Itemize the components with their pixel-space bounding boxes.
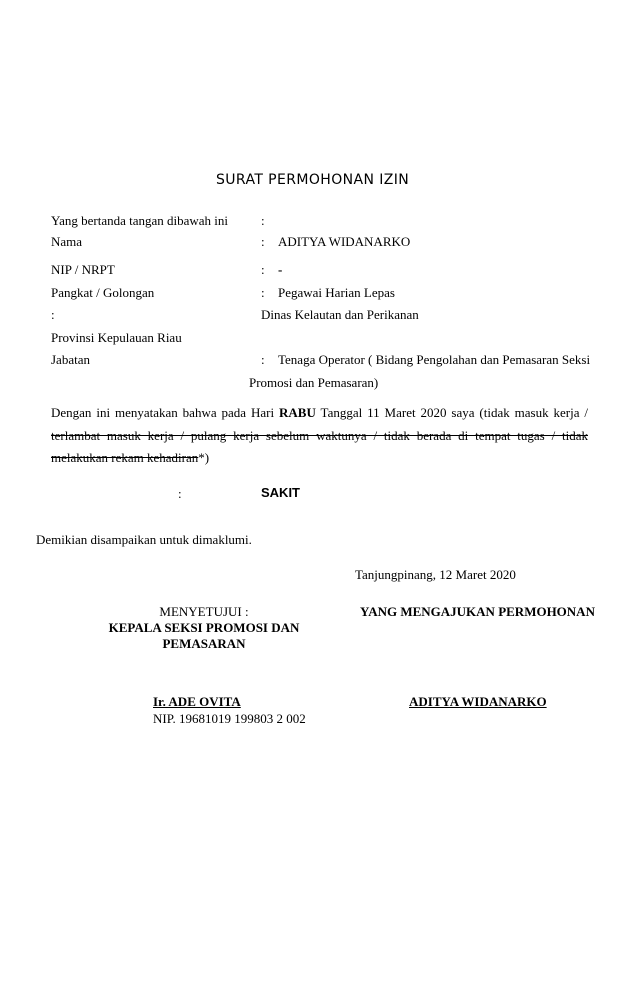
unit-colon: : bbox=[51, 307, 55, 322]
approver-nip: NIP. 19681019 199803 2 002 bbox=[153, 711, 306, 726]
pangkat-label: Pangkat / Golongan bbox=[51, 285, 155, 300]
nama-colon: : bbox=[261, 234, 265, 249]
applicant-label: YANG MENGAJUKAN PERMOHONAN bbox=[360, 604, 595, 619]
nip-value: - bbox=[278, 262, 283, 277]
applicant-name: ADITYA WIDANARKO bbox=[409, 694, 547, 709]
closing-text: Demikian disampaikan untuk dimaklumi. bbox=[36, 532, 252, 547]
statement-line-1 bbox=[51, 405, 588, 421]
nip-colon: : bbox=[261, 262, 265, 277]
jabatan-colon: : bbox=[261, 352, 265, 367]
document-title: SURAT PERMOHONAN IZIN bbox=[216, 172, 410, 188]
pangkat-colon: : bbox=[261, 285, 265, 300]
nip-label: NIP / NRPT bbox=[51, 262, 115, 277]
nama-label: Nama bbox=[51, 234, 83, 249]
intro-label: Yang bertanda tangan dibawah ini bbox=[51, 213, 229, 228]
jabatan-label: Jabatan bbox=[51, 352, 90, 367]
nama-value: ADITYA WIDANARKO bbox=[278, 234, 411, 249]
statement-struck-end: melakukan rekam kehadiran bbox=[51, 450, 199, 465]
approve-label: MENYETUJUI : bbox=[159, 604, 249, 619]
unit-value: Dinas Kelautan dan Perikanan bbox=[261, 307, 419, 322]
pangkat-value: Pegawai Harian Lepas bbox=[278, 285, 395, 300]
reason-colon: : bbox=[178, 486, 182, 501]
jabatan-value-line2: Promosi dan Pemasaran) bbox=[249, 375, 379, 390]
approver-name: Ir. ADE OVITA bbox=[153, 694, 241, 709]
reason-value: SAKIT bbox=[261, 485, 300, 500]
statement-line-2: terlambat masuk kerja / pulang kerja sebelum waktunya / tidak berada di tempat tugas / tidak bbox=[51, 428, 588, 443]
provinsi-text: Provinsi Kepulauan Riau bbox=[51, 330, 182, 345]
approver-position-line2: PEMASARAN bbox=[162, 636, 246, 651]
place-date: Tanjungpinang, 12 Maret 2020 bbox=[355, 567, 516, 582]
intro-colon: : bbox=[261, 213, 265, 228]
statement-line-3 bbox=[51, 450, 209, 466]
statement-day: RABU bbox=[279, 405, 316, 420]
statement-prefix: Dengan ini menyatakan bahwa pada Hari bbox=[51, 405, 275, 420]
jabatan-value-line1: Tenaga Operator ( Bidang Pengolahan dan Pemasaran Seksi bbox=[278, 352, 591, 367]
statement-suffix: Tanggal 11 Maret 2020 saya (tidak masuk kerja / bbox=[320, 405, 589, 420]
approver-position-line1: KEPALA SEKSI PROMOSI DAN bbox=[108, 620, 300, 635]
statement-footnote-mark: *) bbox=[198, 450, 210, 465]
